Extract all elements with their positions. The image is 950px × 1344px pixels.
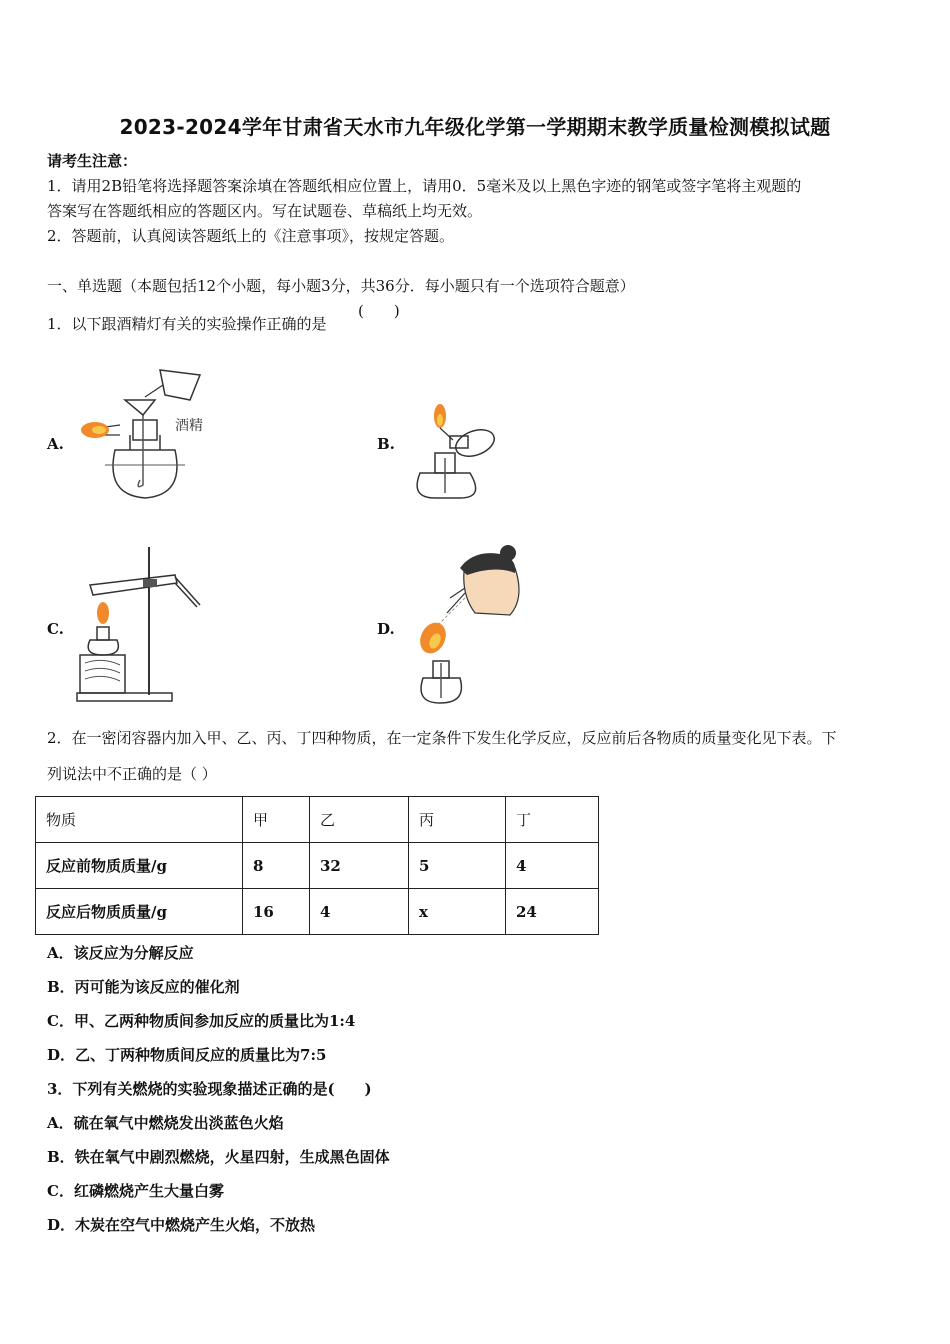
notice-item-2: 2．答题前，认真阅读答题纸上的《注意事项》，按规定答题。 (47, 227, 455, 245)
q3-stem: 3．下列有关燃烧的实验现象描述正确的是( ) (47, 1080, 372, 1098)
q2-option-a[interactable]: A．该反应为分解反应 (47, 944, 194, 962)
q3-option-a[interactable]: A．硫在氧气中燃烧发出淡蓝色火焰 (47, 1114, 284, 1132)
q1-answer-paren: ( ) (358, 302, 400, 320)
page-title: 2023-2024学年甘肃省天水市九年级化学第一学期期末教学质量检测模拟试题 (119, 115, 831, 139)
q3-option-b[interactable]: B．铁在氧气中剧烈燃烧，火星四射，生成黑色固体 (47, 1148, 390, 1166)
notice-item-1-line-1: 1．请用2B铅笔将选择题答案涂填在答题纸相应位置上，请用0．5毫米及以上黑色字迹的钢笔或签字笔将主观题的 (47, 177, 802, 195)
q1-option-a-figure (75, 355, 215, 505)
q2-option-b[interactable]: B．丙可能为该反应的催化剂 (47, 978, 240, 996)
table-header-cell: 丁 (506, 797, 599, 843)
notice-heading: 请考生注意： (47, 152, 138, 170)
q1-option-a-caption: 酒精 (175, 418, 203, 434)
table-header-cell: 甲 (243, 797, 310, 843)
table-cell: 5 (409, 843, 506, 889)
q2-stem-line-2: 列说法中不正确的是（ ） (47, 765, 217, 783)
q2-table (35, 796, 599, 935)
table-row (36, 797, 599, 843)
table-header-cell: 丙 (409, 797, 506, 843)
table-row (36, 889, 599, 935)
table-cell: 16 (243, 889, 310, 935)
q1-option-b-figure (405, 398, 505, 503)
q2-option-c[interactable]: C．甲、乙两种物质间参加反应的质量比为1:4 (47, 1012, 356, 1030)
table-cell: 32 (310, 843, 409, 889)
table-header-cell: 乙 (310, 797, 409, 843)
table-cell: 4 (506, 843, 599, 889)
q1-option-d-label[interactable]: D. (377, 620, 395, 638)
table-cell: x (409, 889, 506, 935)
q1-option-c-label[interactable]: C. (47, 620, 64, 638)
table-cell: 反应前物质质量/g (36, 843, 243, 889)
q1-option-a-label[interactable]: A. (47, 435, 64, 453)
table-cell: 8 (243, 843, 310, 889)
q1-stem: 1．以下跟酒精灯有关的实验操作正确的是 (47, 315, 327, 333)
table-cell: 4 (310, 889, 409, 935)
notice-item-1-line-2: 答案写在答题纸相应的答题区内。写在试题卷、草稿纸上均无效。 (47, 202, 483, 220)
q1-option-b-label[interactable]: B. (377, 435, 395, 453)
table-row (36, 843, 599, 889)
table-header-cell: 物质 (36, 797, 243, 843)
q2-option-d[interactable]: D．乙、丁两种物质间反应的质量比为7:5 (47, 1046, 327, 1064)
q3-option-d[interactable]: D．木炭在空气中燃烧产生火焰，不放热 (47, 1216, 316, 1234)
q3-option-c[interactable]: C．红磷燃烧产生大量白雾 (47, 1182, 224, 1200)
section-heading: 一、单选题（本题包括12个小题，每小题3分，共36分．每小题只有一个选项符合题意） (47, 277, 635, 295)
q1-option-d-figure (405, 543, 530, 708)
q1-option-c-figure (75, 545, 205, 705)
table-cell: 反应后物质质量/g (36, 889, 243, 935)
q2-stem-line-1: 2．在一密闭容器内加入甲、乙、丙、丁四种物质，在一定条件下发生化学反应，反应前后各物质的质量变化见下表。下 (47, 729, 837, 747)
table-cell: 24 (506, 889, 599, 935)
